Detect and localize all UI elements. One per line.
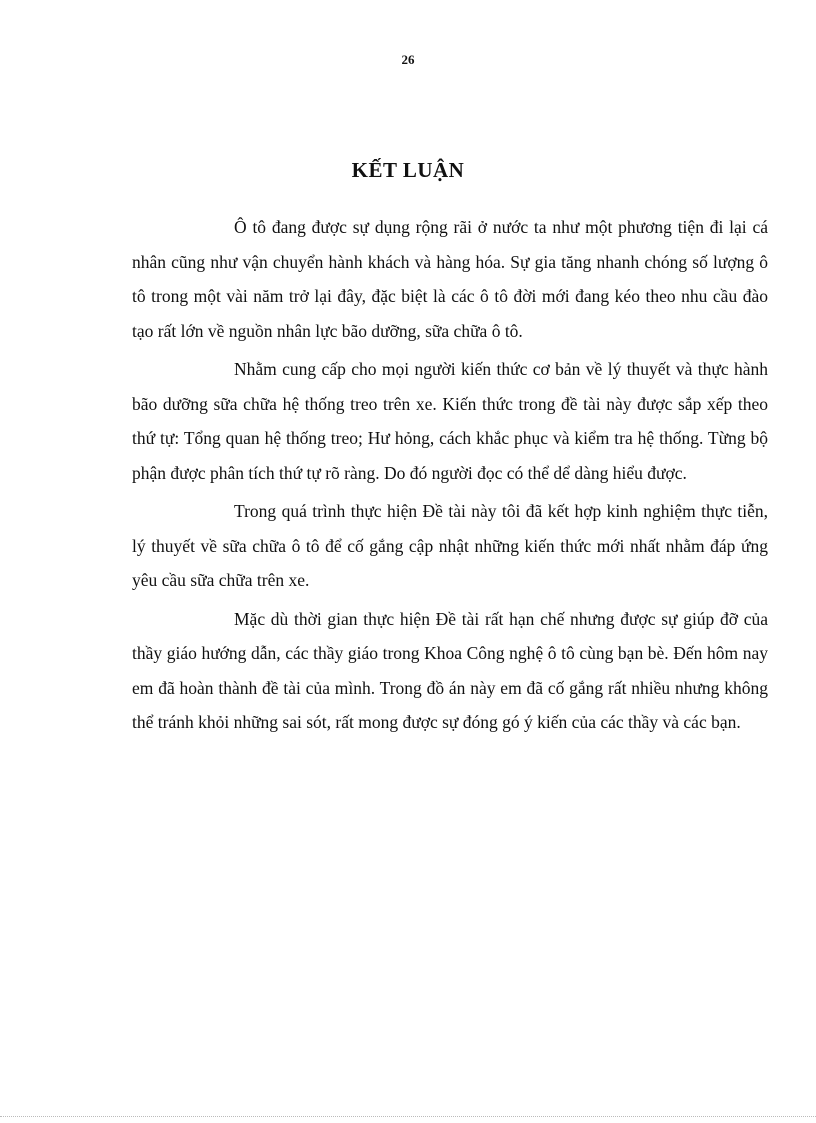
- body-text: [132, 210, 768, 740]
- paragraph-2: Nhằm cung cấp cho mọi người kiến thức cơ bản về lý thuyết và thực hành bão dưỡng sữa chữa hệ thống treo trên xe. Kiến thức trong đề tài này được sắp xếp theo thứ tự: Tổng quan hệ thống treo; Hư hỏng, cách khắc phục và kiểm tra hệ thống. Từng bộ phận được phân tích thứ tự rõ ràng. Do đó người đọc có thể dể dàng hiểu được.: [132, 359, 768, 483]
- section-title: KẾT LUẬN: [351, 158, 465, 182]
- page-number: 26: [401, 52, 415, 67]
- paragraph-3: Trong quá trình thực hiện Đề tài này tôi đã kết hợp kinh nghiệm thực tiễn, lý thuyết về sữa chữa ô tô để cố gắng cập nhật những kiến thức mới nhất nhằm đáp ứng yêu cầu sữa chữa trên xe.: [132, 501, 768, 590]
- paragraph-1: Ô tô đang được sự dụng rộng rãi ở nước ta như một phương tiện đi lại cá nhân cũng như vận chuyển hành khách và hàng hóa. Sự gia tăng nhanh chóng số lượng ô tô trong một vài năm trở lại đây, đặc biệt là các ô tô đời mới đang kéo theo nhu cầu đào tạo rất lớn về nguồn nhân lực bão dưỡng, sữa chữa ô tô.: [132, 217, 768, 341]
- page-bottom-rule: [0, 1116, 816, 1117]
- paragraph-4: Mặc dù thời gian thực hiện Đề tài rất hạn chế nhưng được sự giúp đỡ của thầy giáo hướng dẫn, các thầy giáo trong Khoa Công nghệ ô tô cùng bạn bè. Đến hôm nay em đã hoàn thành đề tài của mình. Trong đồ án này em đã cố gắng rất nhiều nhưng không thể tránh khỏi những sai sót, rất mong được sự đóng gó ý kiến của các thầy và các bạn.: [132, 608, 768, 732]
